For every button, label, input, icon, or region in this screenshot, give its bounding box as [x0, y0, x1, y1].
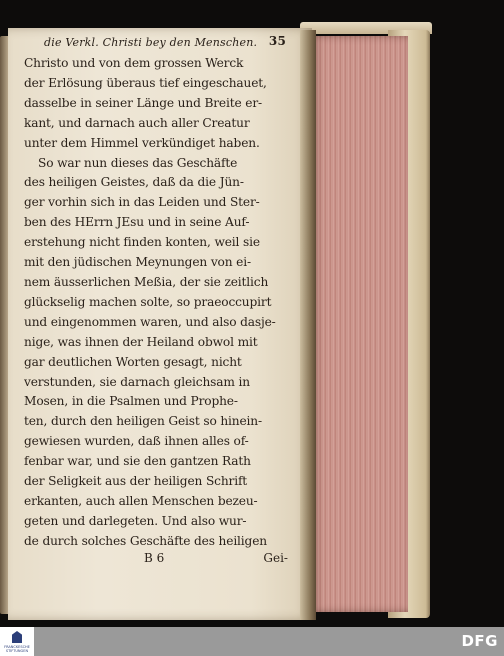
text-line: erkanten, auch allen Menschen bezeu-: [24, 493, 258, 508]
page-foot: [24, 551, 292, 571]
text-line: ben des HErrn JEsu und in seine Auf-: [24, 215, 250, 230]
text-line: gar deutlichen Worten gesagt, nicht: [24, 354, 242, 369]
text-line: nem äusserlichen Meßia, der sie zeitlich: [24, 274, 269, 289]
running-head: die Verkl. Christi bey den Menschen.: [44, 36, 258, 49]
signature-mark: B 6: [144, 550, 165, 565]
institution-logo[interactable]: [0, 627, 34, 656]
text-line: erstehung nicht finden konten, weil sie: [24, 235, 260, 250]
text-line: kant, und darnach auch aller Creatur: [24, 115, 250, 130]
text-line: der Erlösung überaus tief eingeschauet,: [24, 75, 267, 90]
text-line: de durch solches Geschäfte des heiligen: [24, 533, 267, 548]
building-icon: [12, 631, 22, 643]
text-line: der Seligkeit aus der heiligen Schrift: [24, 474, 248, 489]
text-line: nige, was ihnen der Heiland obwol mit: [24, 334, 258, 349]
text-line: ger vorhin sich in das Leiden und Ster-: [24, 195, 260, 210]
text-line: Christo und von dem grossen Werck: [24, 56, 244, 70]
text-line: glückselig machen solte, so praeoccupirt: [24, 294, 272, 309]
viewer-footer-bar: [0, 627, 504, 656]
text-line: mit den jüdischen Meynungen von ei-: [24, 255, 251, 270]
text-line: und eingenommen waren, und also dasje-: [24, 314, 276, 329]
text-lines: [24, 54, 292, 552]
text-line: geten und darlegeten. Und also wur-: [24, 513, 247, 528]
page-number: 35: [268, 34, 286, 48]
logo-caption: FRANCKESCHE STIFTUNGEN: [4, 645, 30, 653]
text-line: verstunden, sie darnach gleichsam in: [24, 374, 250, 389]
text-line: dasselbe in seiner Länge und Breite er-: [24, 95, 262, 110]
page-gutter: [300, 30, 316, 620]
text-line: Mosen, in die Psalmen und Prophe-: [24, 394, 238, 409]
text-line: unter dem Himmel verkündiget haben.: [24, 135, 260, 150]
page-header: [24, 32, 292, 54]
page-edges: [312, 36, 408, 612]
text-line: fenbar war, und sie den gantzen Rath: [24, 454, 251, 469]
text-line: des heiligen Geistes, daß da die Jün-: [24, 175, 244, 190]
page-text: [24, 32, 292, 571]
text-line: So war nun dieses das Geschäfte: [38, 155, 238, 170]
dfg-logo[interactable]: DFG: [461, 632, 498, 650]
text-line: ten, durch den heiligen Geist so hinein-: [24, 414, 262, 429]
catchword: Gei-: [263, 550, 288, 565]
text-line: gewiesen wurden, daß ihnen alles of-: [24, 434, 249, 449]
